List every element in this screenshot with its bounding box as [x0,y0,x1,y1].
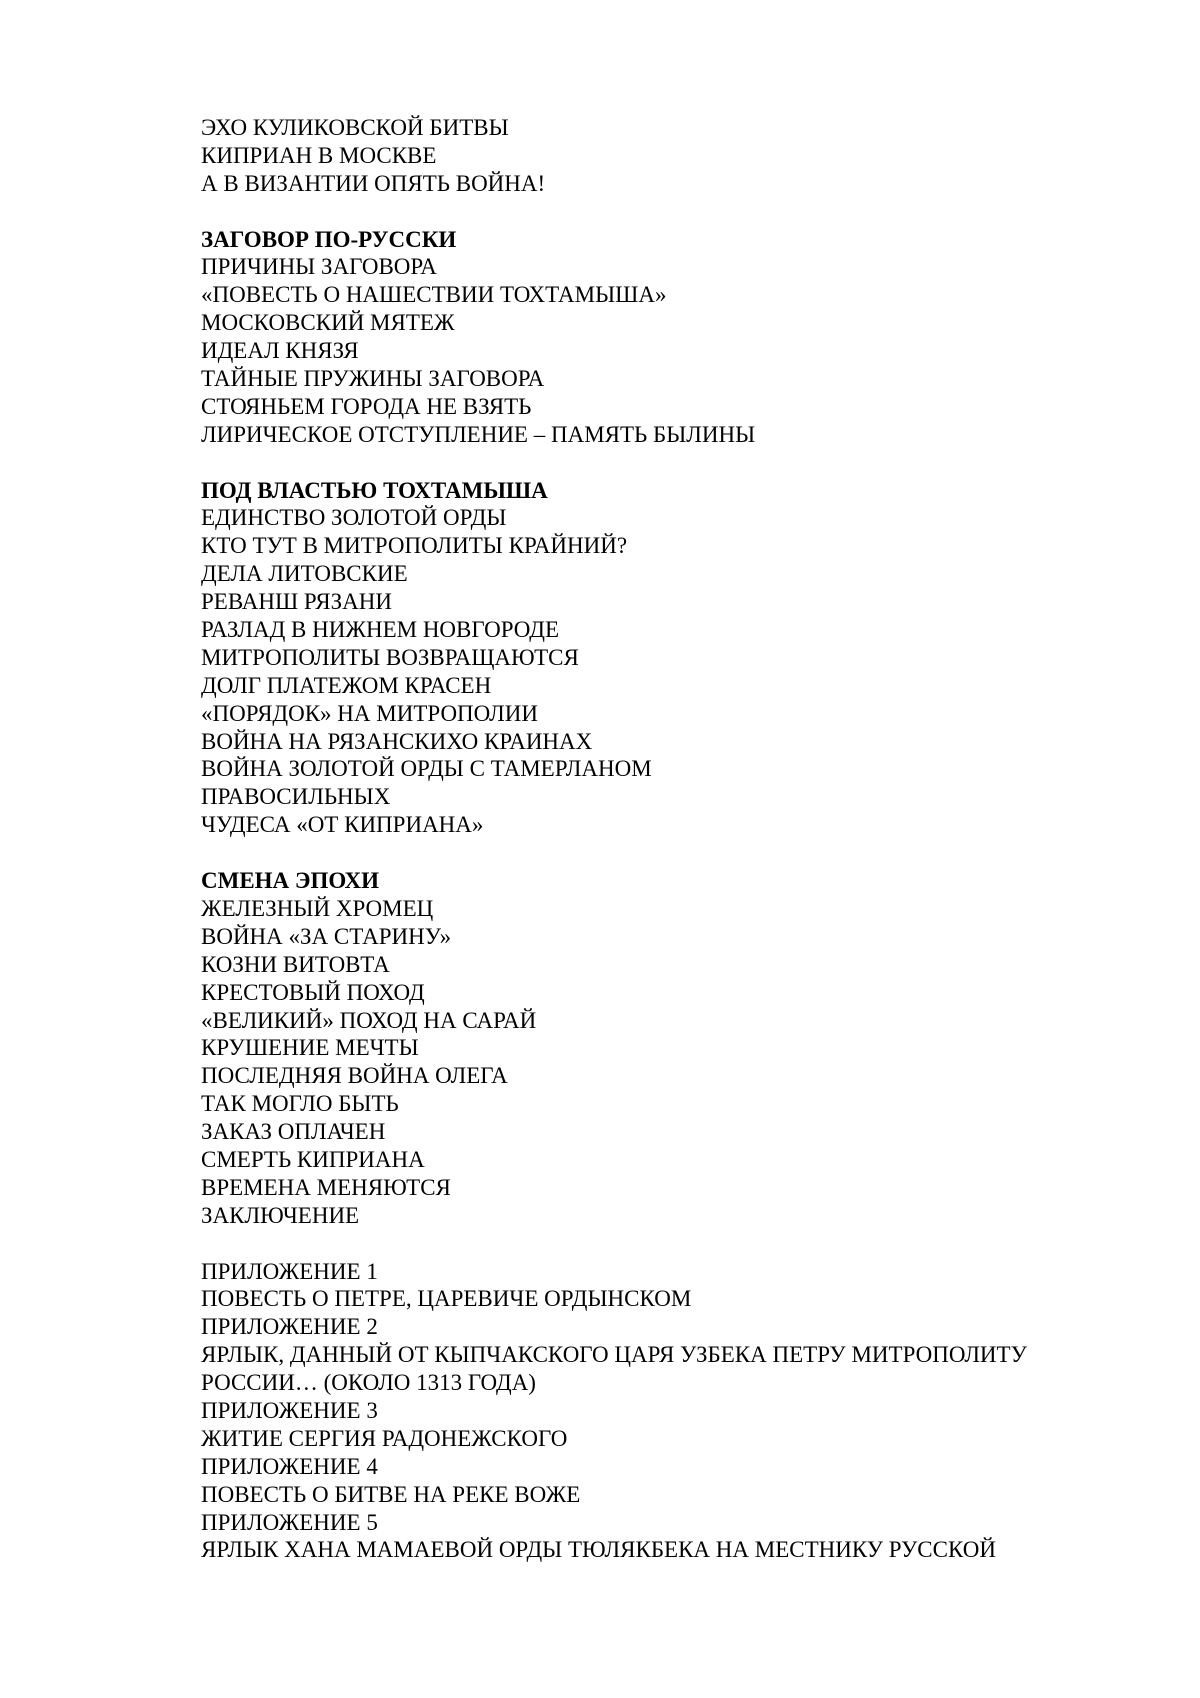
section-heading: ПОД ВЛАСТЬЮ ТОХТАМЫША [201,477,548,503]
appendix-entry: ЯРЛЫК, ДАННЫЙ ОТ КЫПЧАКСКОГО ЦАРЯ УЗБЕКА ПЕТРУ МИТРОПОЛИТУ [201,1342,1027,1368]
toc-entry: ПОСЛЕДНЯЯ ВОЙНА ОЛЕГА [201,1063,508,1089]
toc-entry: КИПРИАН В МОСКВЕ [201,142,437,168]
toc-entry: ПРИЧИНЫ ЗАГОВОРА [201,254,437,280]
toc-entry: ЧУДЕСА «ОТ КИПРИАНА» [201,812,484,838]
appendix-entry: ПРИЛОЖЕНИЕ 5 [201,1509,378,1535]
toc-entry: ДОЛГ ПЛАТЕЖОМ КРАСЕН [201,672,492,698]
toc-entry: ВОЙНА НА РЯЗАНСКИХО КРАИНАХ [201,728,593,754]
blank-line [201,449,1161,477]
toc-entry: ВОЙНА ЗОЛОТОЙ ОРДЫ С ТАМЕРЛАНОМ [201,756,652,782]
intro-block [201,114,1161,198]
appendix-entry: ЯРЛЫК ХАНА МАМАЕВОЙ ОРДЫ ТЮЛЯКБЕКА НА МЕСТНИКУ РУССКОЙ [201,1537,996,1563]
toc-entry: ЗАКАЗ ОПЛАЧЕН [201,1119,386,1145]
blank-line [201,839,1161,867]
appendix-entry: ПРИЛОЖЕНИЕ 2 [201,1314,378,1340]
appendix-entry: ПРИЛОЖЕНИЕ 3 [201,1397,378,1423]
toc-entry: ТАК МОГЛО БЫТЬ [201,1091,399,1117]
toc-entry: «ПОВЕСТЬ О НАШЕСТВИИ ТОХТАМЫША» [201,282,667,308]
appendices-block [201,1258,1161,1565]
appendix-entry: ПРИЛОЖЕНИЕ 1 [201,1258,378,1284]
blank-line [201,1230,1161,1258]
sections-block [201,198,1161,1230]
toc-entry: ПРАВОСИЛЬНЫХ [201,784,391,810]
toc-entry: МОСКОВСКИЙ МЯТЕЖ [201,310,455,336]
toc-entry: КРУШЕНИЕ МЕЧТЫ [201,1035,419,1061]
toc-entry: КОЗНИ ВИТОВТА [201,951,390,977]
toc-entry: РАЗЛАД В НИЖНЕМ НОВГОРОДЕ [201,617,559,643]
toc-entry: ИДЕАЛ КНЯЗЯ [201,338,359,364]
toc-entry: МИТРОПОЛИТЫ ВОЗВРАЩАЮТСЯ [201,644,579,670]
toc-entry: ЖЕЛЕЗНЫЙ ХРОМЕЦ [201,895,434,921]
toc-entry: ЕДИНСТВО ЗОЛОТОЙ ОРДЫ [201,505,507,531]
appendix-entry: ПОВЕСТЬ О ПЕТРЕ, ЦАРЕВИЧЕ ОРДЫНСКОМ [201,1286,692,1312]
appendix-entry: РОССИИ… (ОКОЛО 1313 ГОДА) [201,1370,536,1396]
toc-entry: СМЕРТЬ КИПРИАНА [201,1146,425,1172]
section-heading: СМЕНА ЭПОХИ [201,868,379,894]
toc-entry: ТАЙНЫЕ ПРУЖИНЫ ЗАГОВОРА [201,366,545,392]
section-heading: ЗАГОВОР ПО-РУССКИ [201,226,457,252]
toc-entry: РЕВАНШ РЯЗАНИ [201,589,392,615]
toc-entry: ВОЙНА «ЗА СТАРИНУ» [201,923,452,949]
toc-entry: ЛИРИЧЕСКОЕ ОТСТУПЛЕНИЕ – ПАМЯТЬ БЫЛИНЫ [201,421,756,447]
toc-entry: КТО ТУТ В МИТРОПОЛИТЫ КРАЙНИЙ? [201,533,628,559]
toc-entry: ДЕЛА ЛИТОВСКИЕ [201,561,408,587]
toc-entry: ЗАКЛЮЧЕНИЕ [201,1202,360,1228]
blank-line [201,198,1161,226]
appendix-entry: ЖИТИЕ СЕРГИЯ РАДОНЕЖСКОГО [201,1425,568,1451]
appendix-entry: ПОВЕСТЬ О БИТВЕ НА РЕКЕ ВОЖЕ [201,1481,581,1507]
toc-entry: А В ВИЗАНТИИ ОПЯТЬ ВОЙНА! [201,170,546,196]
toc-entry: ВРЕМЕНА МЕНЯЮТСЯ [201,1174,451,1200]
toc-entry: «ПОРЯДОК» НА МИТРОПОЛИИ [201,700,538,726]
appendix-entry: ПРИЛОЖЕНИЕ 4 [201,1453,378,1479]
toc-entry: «ВЕЛИКИЙ» ПОХОД НА САРАЙ [201,1007,537,1033]
document-page [201,114,1161,1564]
toc-entry: СТОЯНЬЕМ ГОРОДА НЕ ВЗЯТЬ [201,393,532,419]
toc-entry: ЭХО КУЛИКОВСКОЙ БИТВЫ [201,115,509,140]
toc-entry: КРЕСТОВЫЙ ПОХОД [201,979,425,1005]
